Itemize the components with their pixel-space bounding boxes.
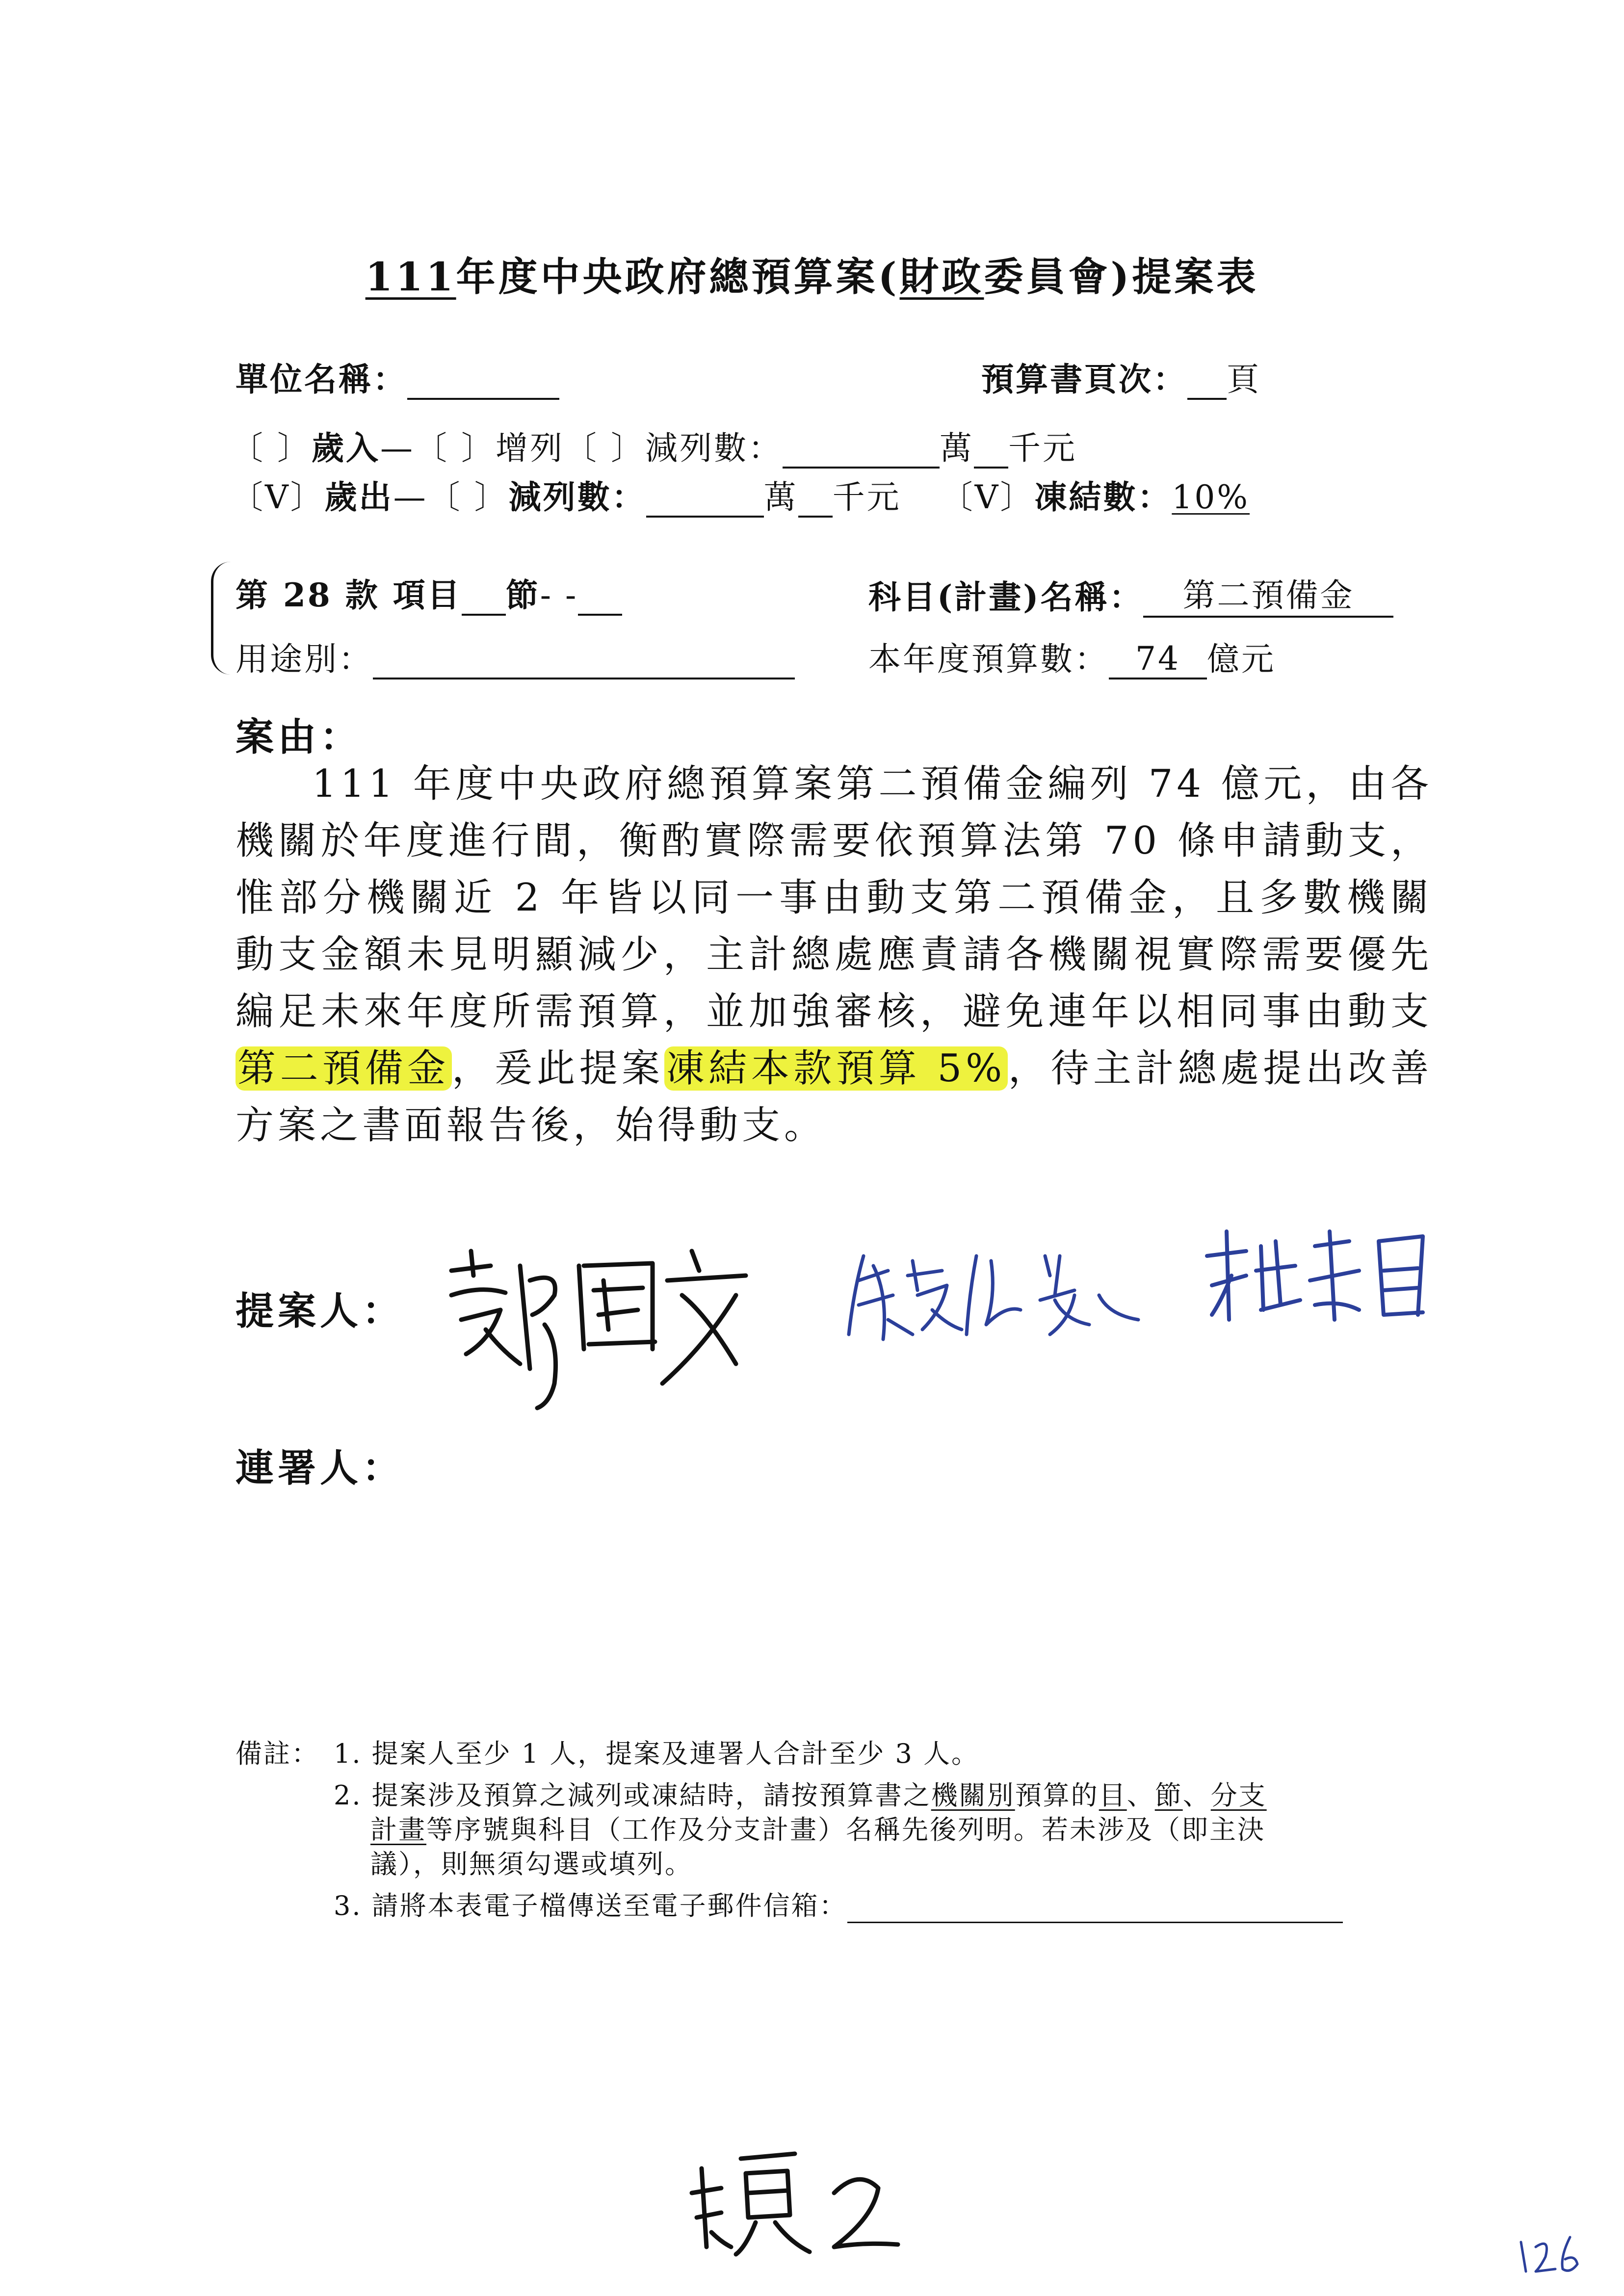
budget-amount-label: 本年度預算數：: [868, 640, 1109, 678]
item-dashes: - -: [540, 576, 578, 614]
note-2-text-b: 預算的: [1015, 1780, 1099, 1811]
budget-amount-unit: 億元: [1207, 640, 1276, 678]
note-2-item: 目: [1099, 1780, 1127, 1811]
handwritten-mark: [687, 2149, 908, 2262]
subject-value: 第二預備金: [1143, 569, 1393, 618]
note-2-text-a: 2. 提案涉及預算之減列或凍結時，請按預算書之: [334, 1780, 931, 1811]
freeze-checkbox[interactable]: 〔V〕: [940, 478, 1035, 516]
notes-label: 備註：: [236, 1738, 319, 1769]
expense-dash: —: [393, 478, 428, 516]
note-2-section: 節: [1154, 1780, 1183, 1811]
note-2-plan: 計畫: [370, 1814, 426, 1845]
revenue-decrease-checkbox[interactable]: 〔 〕: [564, 429, 645, 467]
expense-decrease-checkbox[interactable]: 〔 〕: [427, 478, 509, 516]
highlight-freeze-5pct: 凍結本款預算 5%: [664, 1046, 1008, 1091]
proposer-label: 提案人：: [236, 1289, 405, 1333]
expense-label: 歲出: [324, 478, 393, 516]
expense-checkbox[interactable]: 〔V〕: [231, 478, 325, 516]
title-committee: 財政: [899, 254, 984, 300]
revenue-checkbox[interactable]: 〔 〕: [231, 429, 312, 467]
revenue-decrease-label: 減列數：: [645, 429, 783, 467]
usage-blank[interactable]: [373, 678, 795, 679]
note-1: 1. 提案人至少 1 人，提案及連署人合計至少 3 人。: [334, 1738, 980, 1769]
usage-field: [236, 633, 795, 679]
note-2-branch: 分支: [1210, 1780, 1267, 1811]
revenue-increase-label: 增列: [495, 429, 564, 467]
budget-amount-value: 74: [1109, 640, 1207, 679]
expense-qian-blank[interactable]: [798, 516, 833, 518]
expense-qian-unit: 千元: [832, 478, 901, 516]
reason-text-c: ，待主計總處提出改善方案之書面報告後，始得動支。: [236, 1046, 1433, 1148]
note-2-agency: 機關別: [931, 1780, 1015, 1811]
reason-label: 案由：: [236, 715, 363, 759]
item-bracket: [211, 562, 233, 675]
revenue-qian-unit: 千元: [1008, 429, 1077, 467]
email-blank[interactable]: [847, 1922, 1343, 1923]
note-3-text: 3. 請將本表電子檔傳送至電子郵件信箱：: [334, 1890, 847, 1921]
revenue-dash: —: [380, 429, 415, 467]
expense-wan-unit: 萬: [763, 478, 798, 516]
signature-1: [432, 1236, 765, 1413]
highlight-reserve-fund: 第二預備金: [236, 1046, 452, 1091]
reason-text: [236, 756, 1433, 1154]
note-2-comma-1: 、: [1126, 1780, 1155, 1811]
budget-amount-field: [868, 633, 1276, 679]
unit-name-field: [236, 353, 559, 400]
title-year: 111: [365, 254, 456, 300]
title-part2: 委員會)提案表: [984, 254, 1259, 300]
title-part1: 年度中央政府總預算案(: [456, 254, 900, 300]
cosigner-label: 連署人：: [236, 1446, 405, 1490]
freeze-label: 凍結數：: [1034, 478, 1172, 516]
revenue-wan-unit: 萬: [939, 429, 974, 467]
subject-label: 科目(計畫)名稱：: [868, 578, 1144, 616]
usage-label: 用途別：: [236, 640, 373, 678]
subject-field: [868, 569, 1393, 618]
item-blank[interactable]: [462, 614, 506, 616]
reason-text-a: 111 年度中央政府總預算案第二預備金編列 74 億元，由各機關於年度進行間，衡酌實際需要依預算法第 70 條申請動支，惟部分機關近 2 年皆以同一事由動支第二預備金，且多數機關動支金額未見明顯減少，主計總處應責請各機關視實際需要優先編足未來年度所需預算，並加強審核，避免連年以相同事由動支: [236, 762, 1433, 1034]
expense-wan-blank[interactable]: [646, 516, 764, 518]
signature-2: [844, 1236, 1148, 1349]
freeze-value: 10%: [1172, 478, 1250, 516]
note-2-line-2-text: 等序號與科目（工作及分支計畫）名稱先後列明。若未涉及（即主決: [426, 1814, 1265, 1845]
budget-page-blank[interactable]: [1187, 398, 1227, 400]
revenue-qian-blank[interactable]: [974, 467, 1008, 469]
revenue-wan-blank[interactable]: [783, 467, 940, 469]
item-jie-label: 節: [505, 576, 540, 614]
signature-3: [1202, 1222, 1438, 1334]
note-3: [334, 1889, 1343, 1923]
revenue-row: [231, 422, 1077, 469]
note-2-line-1: [334, 1778, 1267, 1813]
item-section-field: [236, 569, 622, 616]
expense-decrease-label: 減列數：: [508, 478, 646, 516]
item-jie-blank[interactable]: [578, 614, 622, 616]
expense-row: [231, 471, 1250, 518]
unit-name-label: 單位名稱：: [236, 360, 407, 398]
reason-text-b: ，爰此提案: [451, 1046, 664, 1091]
page-title: [0, 245, 1624, 302]
budget-page-label: 預算書頁次：: [981, 360, 1187, 398]
page-number-mark: [1516, 2227, 1590, 2276]
budget-page-field: [981, 353, 1261, 400]
budget-page-suffix: 頁: [1227, 361, 1261, 398]
note-2-comma-2: 、: [1182, 1780, 1211, 1811]
revenue-label: 歲入: [311, 429, 380, 467]
note-2-line-3: 議），則無須勾選或填列。: [370, 1849, 693, 1879]
item-section-label: 第 28 款 項目: [236, 576, 462, 614]
note-2-line-2: [370, 1813, 1265, 1847]
revenue-increase-checkbox[interactable]: 〔 〕: [414, 429, 496, 467]
unit-name-blank[interactable]: [407, 398, 559, 400]
